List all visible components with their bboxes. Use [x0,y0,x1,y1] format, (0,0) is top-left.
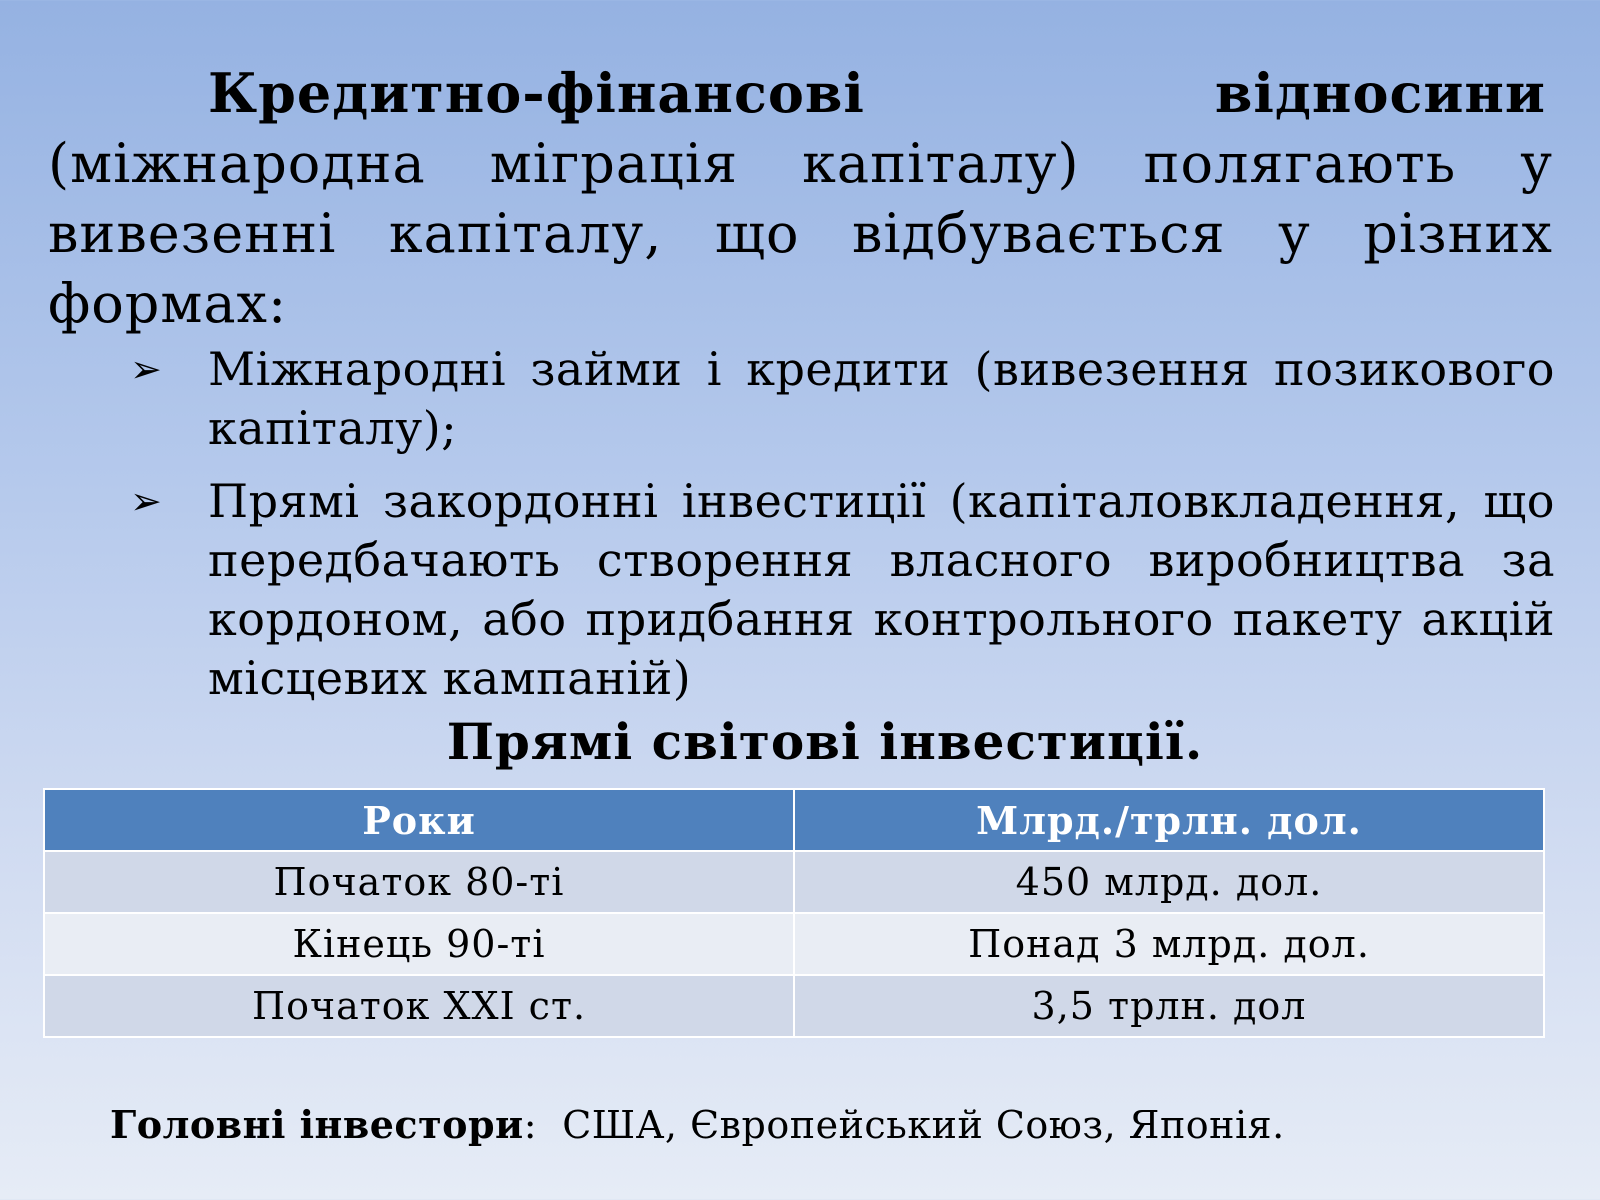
cell-amount: 3,5 трлн. дол [794,975,1544,1037]
arrow-bullet-icon: ➢ [130,347,163,391]
cell-amount: Понад 3 млрд. дол. [794,913,1544,975]
intro-body: (міжнародна міграція капіталу) полягають у вивезенні капіталу, що відбувається у різних формах: [48,132,1553,335]
arrow-bullet-icon: ➢ [130,479,163,523]
intro-paragraph [48,58,1553,339]
bullet-list [125,340,1555,722]
main-investors-separator: : [523,1103,538,1147]
main-investors-value: США, Європейський Союз, Японія. [562,1103,1285,1147]
header-years: Роки [44,789,794,851]
list-item [125,472,1555,708]
intro-lead-word2: відносини [1214,61,1546,125]
table-row [44,851,1544,913]
header-amount: Млрд./трлн. дол. [794,789,1544,851]
cell-period: Початок 80-ті [44,851,794,913]
investments-table [43,788,1545,1038]
table-title: Прямі світові інвестиції. [446,712,1204,771]
table-row [44,913,1544,975]
table-row [44,975,1544,1037]
bullet-text: Міжнародні займи і кредити (вивезення позикового капіталу); [208,342,1555,455]
intro-lead-word1: Кредитно-фінансові [208,61,865,125]
main-investors-label: Головні інвестори [110,1102,524,1147]
list-item [125,340,1555,458]
cell-period: Початок XXI ст. [44,975,794,1037]
table-header-row [44,789,1544,851]
cell-amount: 450 млрд. дол. [794,851,1544,913]
bullet-text: Прямі закордонні інвестиції (капіталовкладення, що передбачають створення власного виробництва за кордоном, або придбання контрольного пакету акцій місцевих кампаній) [208,474,1555,705]
main-investors [110,1100,1285,1150]
cell-period: Кінець 90-ті [44,913,794,975]
